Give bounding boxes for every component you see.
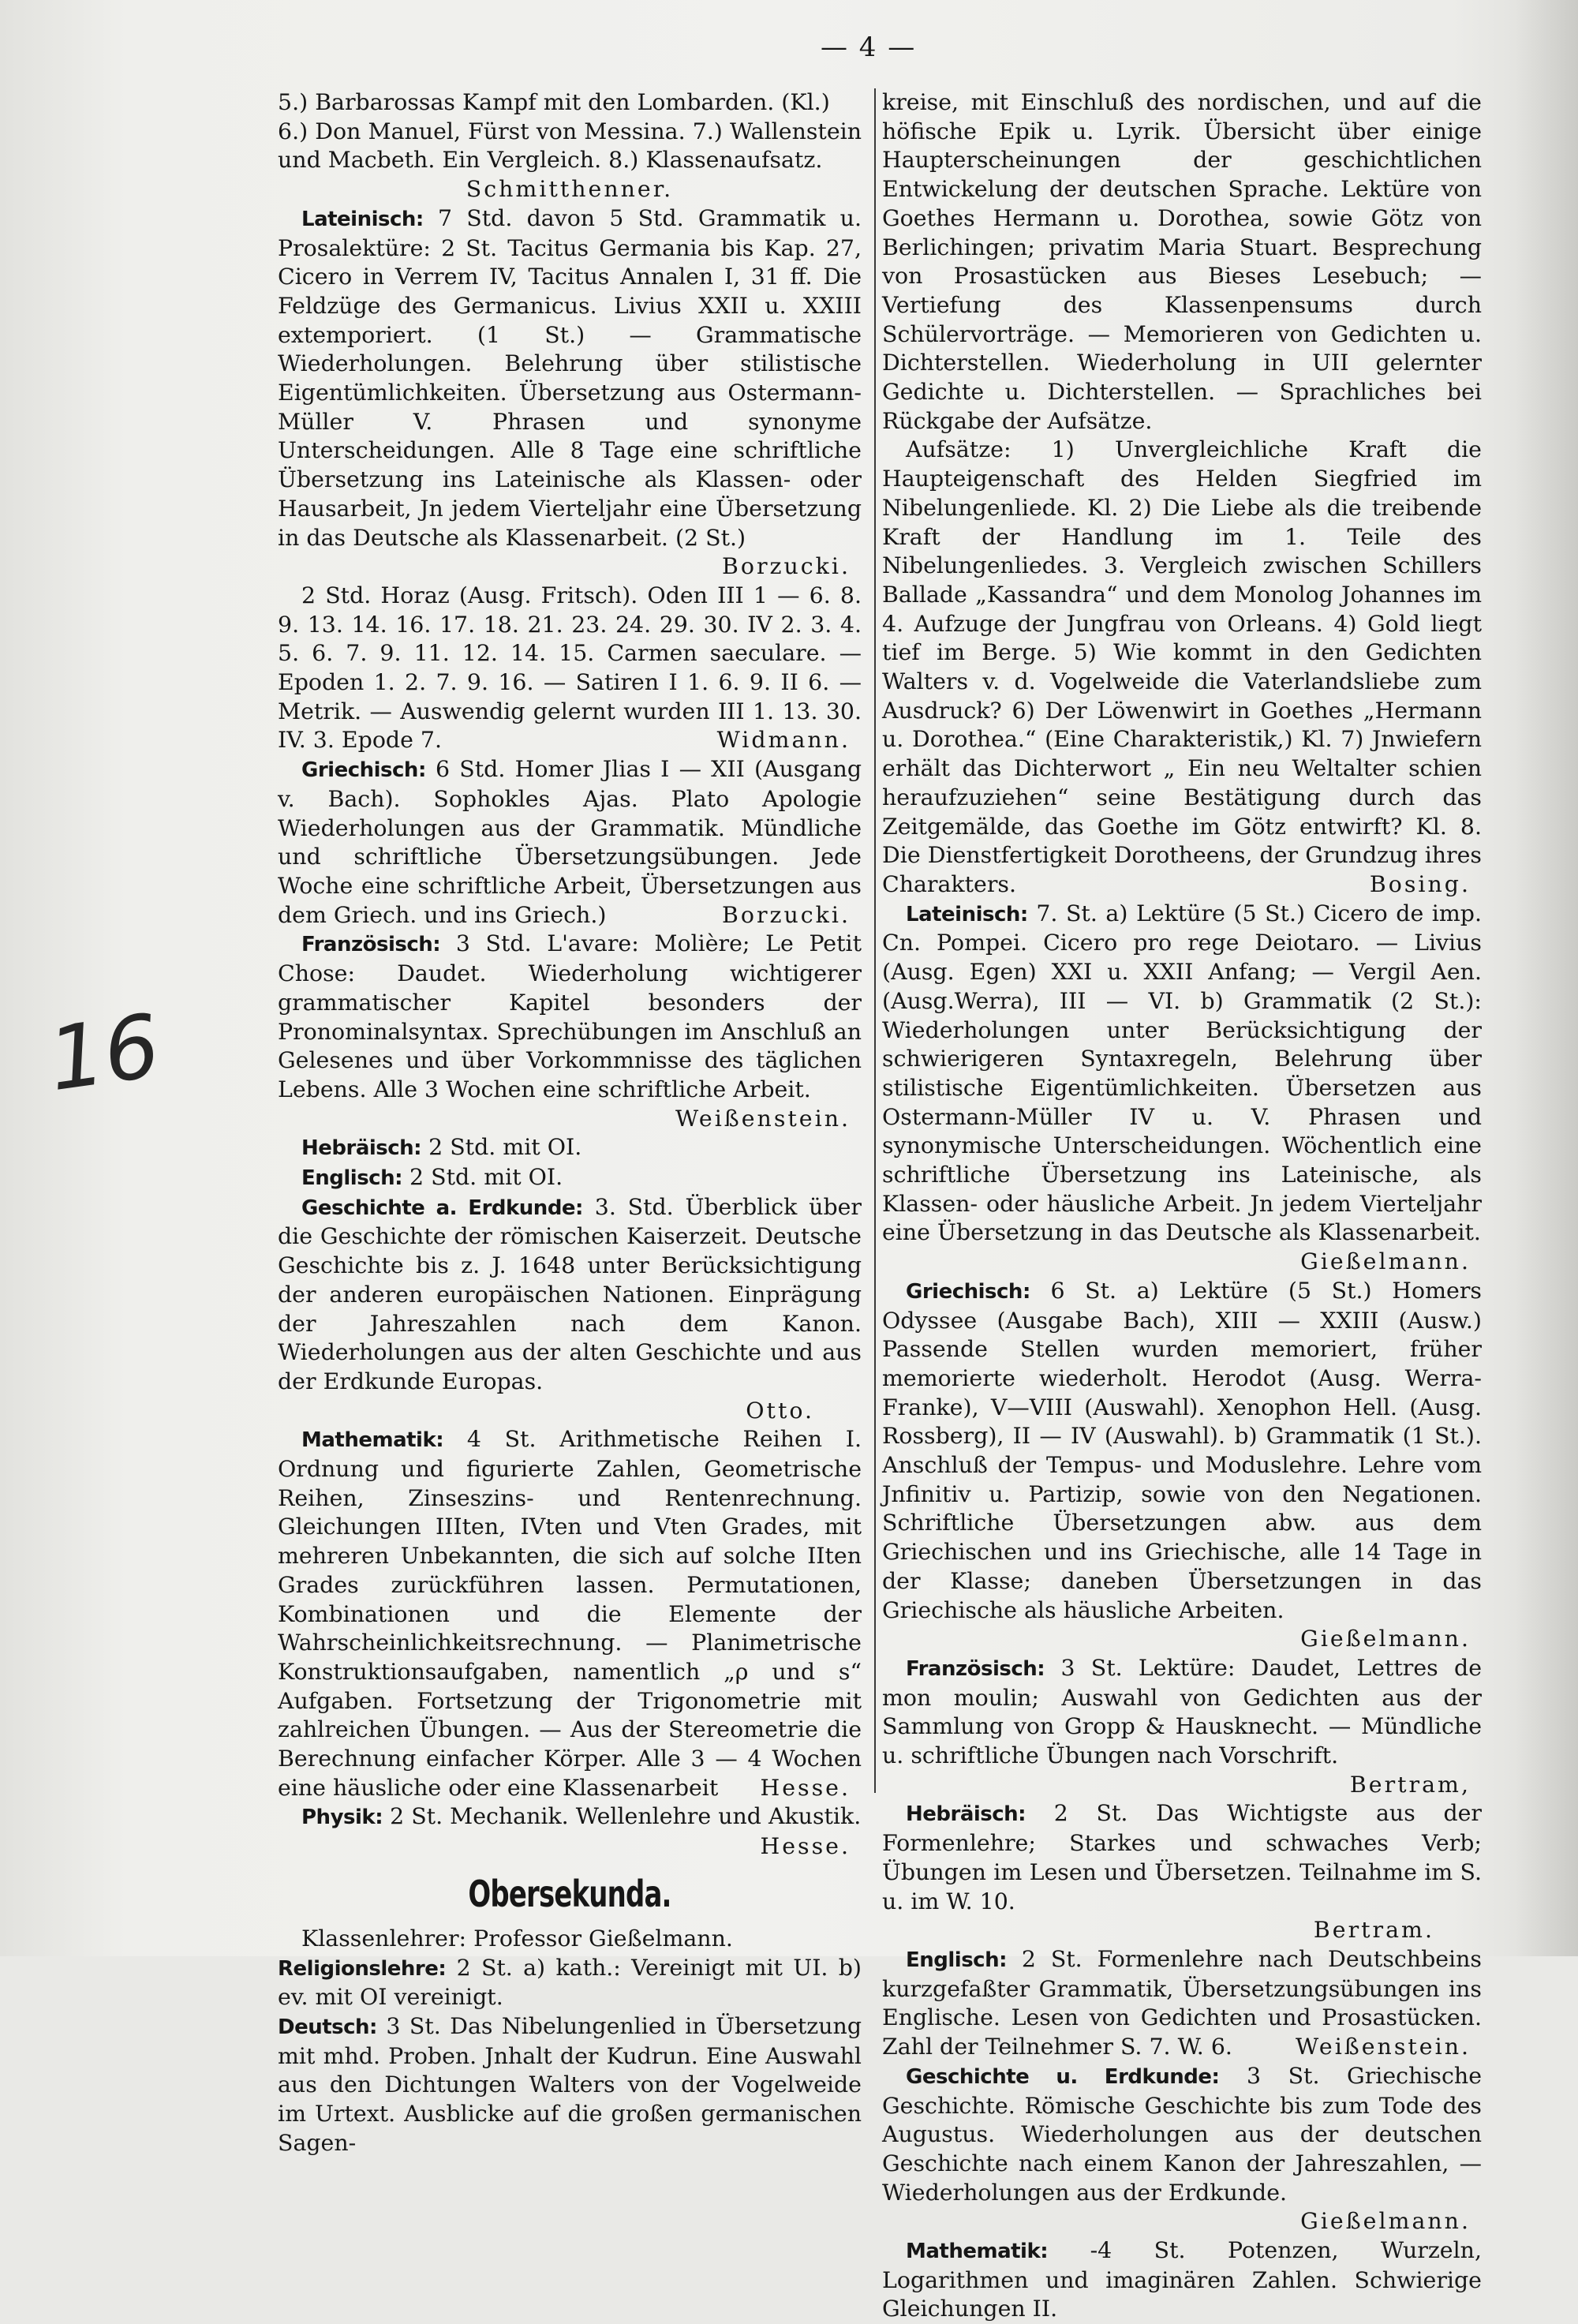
subject-label-mathematik-os: Mathematik: bbox=[906, 2240, 1049, 2264]
signature-weissenstein-2: Weißenstein. bbox=[1296, 2034, 1471, 2060]
deutsch-continuation: kreise, mit Einschluß des nordischen, und auf die höfische Epik u. Lyrik. Übersicht über einige Haupterscheinungen der geschichtlichen Entwickelung der deutschen Sprache. Lektüre von Goethes Hermann u. Dorothea, sowie Götz von Berlichingen; privatim Maria Stuart. Besprechung von Prosastücken aus Bieses Lesebuch; — Vertiefung des Klassenpensums durch Schülervorträge. — Memorieren von Gedichten u. Dichterstellen. Wiederholung in UII gelernter Gedichte u. Dichterstellen. — Sprachliches bei Rückgabe der Aufsätze. bbox=[882, 89, 1482, 434]
signature-weissenstein-1: Weißenstein. bbox=[675, 1105, 851, 1132]
signature-giesselmann-2: Gießelmann. bbox=[1300, 1626, 1471, 1652]
klassenlehrer-line: Klassenlehrer: Professor Gießelmann. bbox=[301, 1925, 733, 1952]
section-religionslehre bbox=[278, 1954, 862, 2012]
section-franzoesisch bbox=[278, 930, 862, 1132]
subject-label-englisch: Englisch: bbox=[301, 1166, 403, 1191]
section-physik bbox=[278, 1802, 862, 1860]
paragraph-item5: 5.) Barbarossas Kampf mit den Lombarden. (Kl.) bbox=[278, 89, 830, 115]
section-horaz bbox=[278, 582, 862, 755]
subject-label-deutsch: Deutsch: bbox=[278, 2015, 377, 2039]
subject-label-physik: Physik: bbox=[301, 1806, 383, 1830]
hebraeisch-text: 2 Std. mit OI. bbox=[428, 1134, 582, 1161]
signature-schmitthenner: Schmitthenner. bbox=[466, 176, 674, 203]
section-hebraeisch-os bbox=[882, 1799, 1482, 1916]
section-hebraeisch bbox=[278, 1133, 862, 1163]
section-englisch bbox=[278, 1163, 862, 1193]
subject-label-franzoesisch: Französisch: bbox=[301, 933, 441, 957]
signature-otto: Otto. bbox=[746, 1397, 814, 1424]
signature-bertram-1: Bertram, bbox=[1349, 1771, 1471, 1798]
mathematik-text: 4 St. Arithmetische Reihen I. Ordnung und figurierte Zahlen, Geometrische Reihen, Zinseszins- und Rentenrechnung. Gleichungen IIIten, IVten und Vten Grades, mit mehreren Unbekannten, die sich auf solche IIten Grades zurückführen lassen. Permutationen, Kombinationen und die Elemente der Wahrscheinlichkeitsrechnung. — Planimetrische Konstruktionsaufgaben, namentlich „ρ und s“ Aufgaben. Fortsetzung der Trigonometrie mit zahlreichen Übungen. — Aus der Stereometrie die Berechnung einfacher Körper. Alle 3 — 4 Wochen eine häusliche oder eine Klassenarbeit bbox=[278, 1426, 862, 1801]
heading-obersekunda: Obersekunda. bbox=[468, 1872, 671, 1915]
subject-label-franzoesisch-os: Französisch: bbox=[906, 1656, 1045, 1681]
geschichte-text: 3. Std. Überblick über die Geschichte der römischen Kaiserzeit. Deutsche Geschichte bis z. J. 1648 unter Berücksichtigung der anderen europäischen Nationen. Einprägung der Jahreszahlen nach dem Kanon. Wiederholungen aus der alten Geschichte und aus der Erdkunde Europas. bbox=[278, 1193, 862, 1394]
section-griechisch-os bbox=[882, 1277, 1482, 1652]
section-latein-os bbox=[882, 900, 1482, 1275]
signature-giesselmann-3: Gießelmann. bbox=[1300, 2208, 1471, 2235]
signature-bertram-2: Bertram. bbox=[1313, 1917, 1434, 1944]
religionslehre-text: 2 St. a) kath.: Vereinigt mit UI. b) ev. mit OI vereinigt. bbox=[278, 1954, 862, 2011]
subject-label-geschichte: Geschichte a. Erdkunde: bbox=[301, 1196, 583, 1220]
englisch-text: 2 Std. mit OI. bbox=[409, 1164, 563, 1191]
physik-text: 2 St. Mechanik. Wellenlehre und Akustik. bbox=[390, 1803, 862, 1830]
left-column bbox=[278, 88, 862, 2158]
handwritten-margin-note: 16 bbox=[42, 994, 166, 1111]
subject-label-religionslehre: Religionslehre: bbox=[278, 1956, 447, 1981]
aufsaetze-text: Aufsätze: 1) Unvergleichliche Kraft die Haupteigenschaft des Helden Siegfried im Nibelungenliede. Kl. 2) Die Liebe als die treibende Kraft der Handlung im 1. Teile des Nibelungenliedes. 3. Vergleich zwischen Schillers Ballade „Kassandra“ und dem Monolog Johannes im 4. Aufzuge der Jungfrau von Orleans. 4) Gold liegt tief im Berge. 5) Wie kommt in den Gedichten Walters v. d. Vogelweide die Vaterlandsliebe zum Ausdruck? 6) Der Löwenwirt in Goethes „Hermann u. Dorothea.“ (Eine Charakteristik,) Kl. 7) Jnwiefern erhält das Dichterwort „ Ein neu Weltalter schien heraufzuziehen“ seine Bestätigung durch das Zeitgemälde, das Goethe im Götz entwirft? Kl. 8. Die Dienstfertigkeit Dorotheens, der Grundzug ihres Charakters. bbox=[882, 436, 1482, 897]
subject-label-mathematik: Mathematik: bbox=[301, 1428, 444, 1453]
horaz-text: 2 Std. Horaz (Ausg. Fritsch). Oden III 1 — 6. 8. 9. 13. 14. 16. 17. 18. 21. 23. 24. 29. 30. IV 2. 3. 4. 5. 6. 7. 9. 11. 12. 14. 15. Carmen saeculare. — Epoden 1. 2. 7. 9. 16. — Satiren I 1. 6. 9. II 6. — Metrik. — Auswendig gelernt wurden III 1. 13. 30. IV. 3. Epode 7. bbox=[278, 582, 862, 754]
page-number: — 4 — bbox=[821, 32, 917, 63]
section-latein bbox=[278, 204, 862, 580]
signature-hesse-1: Hesse. bbox=[760, 1774, 851, 1801]
section-aufsaetze bbox=[882, 436, 1482, 899]
deutsch-text: 3 St. Das Nibelungenlied in Übersetzung mit mhd. Proben. Jnhalt der Kudrun. Eine Auswahl aus den Dichtungen Walters von der Vogelweide im Urtext. Ausblicke auf die großen germanischen Sagen- bbox=[278, 2013, 862, 2156]
section-griechisch bbox=[278, 755, 862, 930]
subject-label-hebraeisch-os: Hebräisch: bbox=[906, 1802, 1026, 1827]
subject-label-geschichte-os: Geschichte u. Erdkunde: bbox=[906, 2064, 1220, 2089]
signature-borzucki-1: Borzucki. bbox=[722, 553, 851, 580]
franzoesisch-text: 3 Std. L'avare: Molière; Le Petit Chose: Daudet. Wiederholung wichtigerer grammatischer Kapitel besonders der Pronominalsyntax. Sprechübungen im Anschluß an Gelesenes und über Vorkommnisse des täglichen Lebens. Alle 3 Wochen eine schriftliche Arbeit. bbox=[278, 930, 862, 1102]
section-geschichte-os bbox=[882, 2062, 1482, 2235]
section-geschichte bbox=[278, 1193, 862, 1397]
geschichte-os-text: 3 St. Griechische Geschichte. Römische Geschichte bis zum Tode des Augustus. Wiederholungen aus der deutschen Geschichte nach einem Kanon der Jahreszahlen, — Wiederholungen aus der Erdkunde. bbox=[882, 2062, 1482, 2206]
page-edge-shadow bbox=[1515, 0, 1578, 1956]
subject-label-griechisch: Griechisch: bbox=[301, 758, 426, 783]
subject-label-englisch-os: Englisch: bbox=[906, 1948, 1008, 1972]
right-column bbox=[882, 88, 1482, 2324]
latein-os-text: 7. St. a) Lektüre (5 St.) Cicero de imp. Cn. Pompei. Cicero pro rege Deiotaro. — Livius (Ausg. Egen) XXI u. XXII Anfang; — Vergil Aen. (Ausg.Werra), III — VI. b) Grammatik (2 St.): Wiederholungen unter Berücksichtigung der schwierigeren Syntaxregeln, Belehrung über stilistische Eigentümlichkeiten. Übersetzen aus Ostermann-Müller IV u. V. Phrasen und synonymische Unterscheidungen. Wöchentlich eine schriftliche Übersetzung ins Lateinische, als Klassen- oder häusliche Arbeit. Jn jedem Vierteljahr eine Übersetzung in das Deutsche als Klassenarbeit. bbox=[882, 900, 1482, 1246]
latein-text: 7 Std. davon 5 Std. Grammatik u. Prosalektüre: 2 St. Tacitus Germania bis Kap. 27, Cicero in Verrem IV, Tacitus Annalen I, 31 ff. Die Feldzüge des Germanicus. Livius XXII u. XXIII extemporiert. (1 St.) — Grammatische Wiederholungen. Belehrung über stilistische Eigentümlichkeiten. Übersetzung aus Ostermann-Müller V. Phrasen und synonyme Unterscheidungen. Alle 8 Tage eine schriftliche Übersetzung ins Lateinische als Klassen- oder Hausarbeit, Jn jedem Vierteljahr eine Übersetzung in das Deutsche als Klassenarbeit. (2 St.) bbox=[278, 204, 862, 551]
signature-bosing: Bosing. bbox=[1369, 870, 1471, 897]
signature-borzucki-2: Borzucki. bbox=[722, 901, 851, 928]
section-mathematik bbox=[278, 1425, 862, 1802]
subject-label-griechisch-os: Griechisch: bbox=[906, 1279, 1030, 1304]
column-divider bbox=[874, 88, 876, 1793]
section-mathematik-os bbox=[882, 2236, 1482, 2324]
section-englisch-os bbox=[882, 1945, 1482, 2062]
signature-hesse-2: Hesse. bbox=[760, 1833, 851, 1860]
subject-label-hebraeisch: Hebräisch: bbox=[301, 1136, 422, 1161]
mathematik-os-text: -4 St. Potenzen, Wurzeln, Logarithmen und imaginären Zahlen. Schwierige Gleichungen II. bbox=[882, 2237, 1482, 2322]
griechisch-os-text: 6 St. a) Lektüre (5 St.) Homers Odyssee (Ausgabe Bach), XIII — XXIII (Ausw.) Passende Stellen wurden memoriert, früher memorierte wiederholt. Herodot (Ausg. Werra-Franke), V—VIII (Auswahl). Xenophon Hell. (Ausg. Rossberg), II — IV (Auswahl). b) Grammatik (1 St.). Anschluß der Tempus- und Moduslehre. Lehre vom Jnfinitiv u. Partizip, sowie von den Negationen. Schriftliche Übersetzungen abw. aus dem Griechischen und ins Griechische, alle 14 Tage in der Klasse; daneben Übersetzungen in das Griechische als häusliche Arbeiten. bbox=[882, 1277, 1482, 1623]
hebraeisch-os-text: 2 St. Das Wichtigste aus der Formenlehre; Starkes und schwaches Verb; Übungen im Lesen und Übersetzen. Teilnahme im S. u. im W. 10. bbox=[882, 1800, 1482, 1914]
griechisch-text: 6 Std. Homer Jlias I — XII (Ausgang v. Bach). Sophokles Ajas. Plato Apologie Wiederholungen aus der Grammatik. Mündliche und schriftliche Übersetzungsübungen. Jede Woche eine schriftliche Arbeit, Übersetzungen aus dem Griech. und ins Griech.) bbox=[278, 756, 862, 928]
franzoesisch-os-text: 3 St. Lektüre: Daudet, Lettres de mon moulin; Auswahl von Gedichten aus der Sammlung von Gropp & Hausknecht. — Mündliche u. schriftliche Übungen nach Vorschrift. bbox=[882, 1654, 1482, 1769]
subject-label-latein-os: Lateinisch: bbox=[906, 902, 1028, 926]
signature-widmann: Widmann. bbox=[716, 727, 851, 754]
section-deutsch bbox=[278, 2012, 862, 2158]
signature-giesselmann-1: Gießelmann. bbox=[1300, 1248, 1471, 1275]
paragraph-items6-8: 6.) Don Manuel, Fürst von Messina. 7.) Wallenstein und Macbeth. Ein Vergleich. 8.) Klassenaufsatz. bbox=[278, 118, 862, 174]
subject-label-latein: Lateinisch: bbox=[301, 207, 424, 231]
section-franzoesisch-os bbox=[882, 1654, 1482, 1798]
englisch-os-text: 2 St. Formenlehre nach Deutschbeins kurzgefaßter Grammatik, Übersetzungsübungen ins Englische. Lesen von Gedichten und Prosastücken. Zahl der Teilnehmer S. 7. W. 6. bbox=[882, 1946, 1482, 2060]
